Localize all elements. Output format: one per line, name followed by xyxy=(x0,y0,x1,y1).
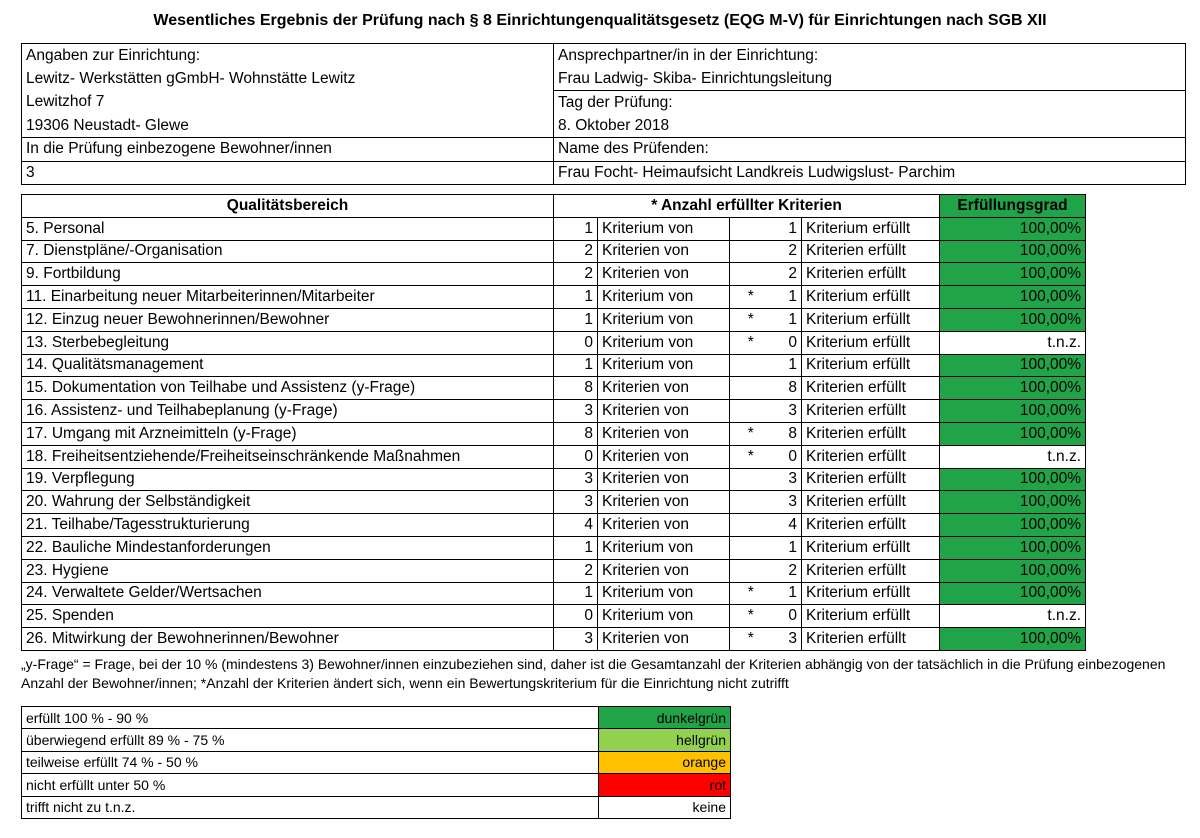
criteria-total-cell: 1 xyxy=(554,354,598,377)
criteria-erfuellt-cell: Kriterium erfüllt xyxy=(802,217,940,240)
criteria-star-cell: * xyxy=(730,422,772,445)
fulfillment-degree-cell: 100,00% xyxy=(940,217,1086,240)
criteria-star-cell: * xyxy=(730,628,772,651)
quality-area-cell: 18. Freiheitsentziehende/Freiheitseinschränkende Maßnahmen xyxy=(22,445,554,468)
criteria-fulfilled-cell: 1 xyxy=(772,286,802,309)
fulfillment-degree-cell: 100,00% xyxy=(940,377,1086,400)
criteria-star-cell xyxy=(730,491,772,514)
quality-area-cell: 26. Mitwirkung der Bewohnerinnen/Bewohner xyxy=(22,628,554,651)
criteria-star-cell xyxy=(730,468,772,491)
fulfillment-degree-cell: 100,00% xyxy=(940,286,1086,309)
legend-label: nicht erfüllt unter 50 % xyxy=(22,774,599,796)
legend-row xyxy=(22,729,731,751)
criteria-erfuellt-cell: Kriterium erfüllt xyxy=(802,582,940,605)
criteria-von-cell: Kriterium von xyxy=(598,217,730,240)
table-row xyxy=(22,536,1086,559)
criteria-erfuellt-cell: Kriterien erfüllt xyxy=(802,468,940,491)
legend-row xyxy=(22,707,731,729)
criteria-von-cell: Kriterium von xyxy=(598,605,730,628)
legend-color-swatch: orange xyxy=(599,751,731,773)
criteria-fulfilled-cell: 1 xyxy=(772,308,802,331)
table-row xyxy=(22,354,1086,377)
criteria-fulfilled-cell: 2 xyxy=(772,263,802,286)
criteria-total-cell: 1 xyxy=(554,286,598,309)
fulfillment-degree-cell: 100,00% xyxy=(940,400,1086,423)
criteria-erfuellt-cell: Kriterien erfüllt xyxy=(802,377,940,400)
criteria-total-cell: 1 xyxy=(554,582,598,605)
table-row xyxy=(22,263,1086,286)
criteria-erfuellt-cell: Kriterium erfüllt xyxy=(802,286,940,309)
criteria-fulfilled-cell: 1 xyxy=(772,354,802,377)
legend-color-swatch: keine xyxy=(599,796,731,818)
criteria-von-cell: Kriterium von xyxy=(598,308,730,331)
criteria-von-cell: Kriterien von xyxy=(598,422,730,445)
quality-area-cell: 11. Einarbeitung neuer Mitarbeiterinnen/Mitarbeiter xyxy=(22,286,554,309)
criteria-fulfilled-cell: 3 xyxy=(772,400,802,423)
criteria-von-cell: Kriterien von xyxy=(598,377,730,400)
criteria-total-cell: 1 xyxy=(554,217,598,240)
criteria-von-cell: Kriterien von xyxy=(598,400,730,423)
info-right-cell: Frau Focht- Heimaufsicht Landkreis Ludwigslust- Parchim xyxy=(554,161,1186,185)
fulfillment-degree-cell: t.n.z. xyxy=(940,445,1086,468)
table-row xyxy=(22,217,1086,240)
legend-color-swatch: hellgrün xyxy=(599,729,731,751)
quality-area-cell: 25. Spenden xyxy=(22,605,554,628)
table-row xyxy=(22,559,1086,582)
fulfillment-degree-cell: 100,00% xyxy=(940,559,1086,582)
criteria-fulfilled-cell: 1 xyxy=(772,536,802,559)
table-row xyxy=(22,400,1086,423)
criteria-total-cell: 0 xyxy=(554,605,598,628)
criteria-erfuellt-cell: Kriterien erfüllt xyxy=(802,559,940,582)
criteria-fulfilled-cell: 1 xyxy=(772,582,802,605)
info-left-cell: Angaben zur Einrichtung: xyxy=(22,44,554,68)
criteria-star-cell xyxy=(730,514,772,537)
criteria-total-cell: 0 xyxy=(554,445,598,468)
criteria-total-cell: 2 xyxy=(554,263,598,286)
criteria-fulfilled-cell: 3 xyxy=(772,628,802,651)
fulfillment-degree-cell: t.n.z. xyxy=(940,331,1086,354)
legend-row xyxy=(22,774,731,796)
criteria-von-cell: Kriterien von xyxy=(598,628,730,651)
footnote: „y-Frage“ = Frage, bei der 10 % (mindestens 3) Bewohner/innen einzubeziehen sind, daher ist die Gesamtanzahl der Kriterien abhängig von der tatsächlich in die Prüfung einbezogenen Anzahl der Bewohner/innen; *Anzahl der Kriterien ändert sich, wenn ein Bewertungskriterium für die Einrichtung nicht zutrifft xyxy=(21,656,1166,691)
table-row xyxy=(22,514,1086,537)
legend-row xyxy=(22,796,731,818)
header-quality-area: Qualitätsbereich xyxy=(22,195,554,218)
legend-label: trifft nicht zu t.n.z. xyxy=(22,796,599,818)
quality-area-cell: 16. Assistenz- und Teilhabeplanung (y-Frage) xyxy=(22,400,554,423)
criteria-von-cell: Kriterien von xyxy=(598,263,730,286)
legend-label: teilweise erfüllt 74 % - 50 % xyxy=(22,751,599,773)
criteria-erfuellt-cell: Kriterium erfüllt xyxy=(802,354,940,377)
quality-area-cell: 24. Verwaltete Gelder/Wertsachen xyxy=(22,582,554,605)
criteria-erfuellt-cell: Kriterien erfüllt xyxy=(802,628,940,651)
criteria-total-cell: 3 xyxy=(554,400,598,423)
criteria-total-cell: 4 xyxy=(554,514,598,537)
criteria-star-cell: * xyxy=(730,582,772,605)
quality-area-cell: 12. Einzug neuer Bewohnerinnen/Bewohner xyxy=(22,308,554,331)
legend-label: erfüllt 100 % - 90 % xyxy=(22,707,599,729)
criteria-von-cell: Kriterium von xyxy=(598,582,730,605)
criteria-erfuellt-cell: Kriterien erfüllt xyxy=(802,514,940,537)
info-left-cell: Lewitz- Werkstätten gGmbH- Wohnstätte Lewitz xyxy=(22,67,554,91)
criteria-fulfilled-cell: 3 xyxy=(772,468,802,491)
info-left-cell: 3 xyxy=(22,161,554,185)
legend-row xyxy=(22,751,731,773)
criteria-star-cell xyxy=(730,263,772,286)
criteria-erfuellt-cell: Kriterien erfüllt xyxy=(802,240,940,263)
criteria-total-cell: 2 xyxy=(554,240,598,263)
header-criteria-count: * Anzahl erfüllter Kriterien xyxy=(554,195,940,218)
quality-area-cell: 14. Qualitätsmanagement xyxy=(22,354,554,377)
criteria-star-cell: * xyxy=(730,308,772,331)
info-right-cell: Tag der Prüfung: xyxy=(554,91,1186,115)
fulfillment-degree-cell: 100,00% xyxy=(940,514,1086,537)
table-row xyxy=(22,582,1086,605)
criteria-von-cell: Kriterium von xyxy=(598,286,730,309)
info-right-cell: Frau Ladwig- Skiba- Einrichtungsleitung xyxy=(554,67,1186,91)
criteria-fulfilled-cell: 3 xyxy=(772,491,802,514)
criteria-von-cell: Kriterium von xyxy=(598,354,730,377)
criteria-star-cell: * xyxy=(730,605,772,628)
legend-label: überwiegend erfüllt 89 % - 75 % xyxy=(22,729,599,751)
criteria-total-cell: 2 xyxy=(554,559,598,582)
criteria-von-cell: Kriterien von xyxy=(598,491,730,514)
criteria-erfuellt-cell: Kriterium erfüllt xyxy=(802,605,940,628)
quality-area-cell: 13. Sterbebegleitung xyxy=(22,331,554,354)
info-right-cell: Ansprechpartner/in in der Einrichtung: xyxy=(554,44,1186,68)
quality-area-cell: 9. Fortbildung xyxy=(22,263,554,286)
info-row xyxy=(22,91,1186,115)
fulfillment-degree-cell: 100,00% xyxy=(940,354,1086,377)
criteria-star-cell: * xyxy=(730,286,772,309)
quality-area-cell: 21. Teilhabe/Tagesstrukturierung xyxy=(22,514,554,537)
criteria-fulfilled-cell: 8 xyxy=(772,422,802,445)
info-left-cell: Lewitzhof 7 xyxy=(22,91,554,115)
quality-results-table xyxy=(21,194,1086,651)
fulfillment-degree-cell: 100,00% xyxy=(940,491,1086,514)
criteria-star-cell xyxy=(730,354,772,377)
criteria-fulfilled-cell: 0 xyxy=(772,331,802,354)
criteria-fulfilled-cell: 0 xyxy=(772,445,802,468)
table-row xyxy=(22,240,1086,263)
quality-area-cell: 17. Umgang mit Arzneimitteln (y-Frage) xyxy=(22,422,554,445)
criteria-fulfilled-cell: 8 xyxy=(772,377,802,400)
info-left-cell: In die Prüfung einbezogene Bewohner/innen xyxy=(22,138,554,162)
criteria-von-cell: Kriterium von xyxy=(598,536,730,559)
criteria-total-cell: 8 xyxy=(554,422,598,445)
quality-area-cell: 7. Dienstpläne/-Organisation xyxy=(22,240,554,263)
quality-area-cell: 19. Verpflegung xyxy=(22,468,554,491)
criteria-total-cell: 1 xyxy=(554,308,598,331)
criteria-total-cell: 3 xyxy=(554,468,598,491)
table-row xyxy=(22,468,1086,491)
criteria-von-cell: Kriterien von xyxy=(598,514,730,537)
criteria-erfuellt-cell: Kriterien erfüllt xyxy=(802,263,940,286)
document-title: Wesentliches Ergebnis der Prüfung nach § 8 Einrichtungenqualitätsgesetz (EQG M-V) für Einrichtungen nach SGB XII xyxy=(153,12,1047,29)
fulfillment-degree-cell: 100,00% xyxy=(940,536,1086,559)
fulfillment-degree-cell: 100,00% xyxy=(940,582,1086,605)
info-row xyxy=(22,114,1186,138)
criteria-star-cell: * xyxy=(730,331,772,354)
fulfillment-degree-cell: t.n.z. xyxy=(940,605,1086,628)
legend-color-swatch: dunkelgrün xyxy=(599,707,731,729)
criteria-von-cell: Kriterien von xyxy=(598,445,730,468)
facility-info-table xyxy=(21,43,1186,185)
table-row xyxy=(22,605,1086,628)
table-row xyxy=(22,377,1086,400)
criteria-star-cell: * xyxy=(730,445,772,468)
criteria-total-cell: 3 xyxy=(554,628,598,651)
criteria-erfuellt-cell: Kriterium erfüllt xyxy=(802,536,940,559)
quality-area-cell: 23. Hygiene xyxy=(22,559,554,582)
table-row xyxy=(22,286,1086,309)
criteria-von-cell: Kriterien von xyxy=(598,559,730,582)
criteria-erfuellt-cell: Kriterien erfüllt xyxy=(802,491,940,514)
info-left-cell: 19306 Neustadt- Glewe xyxy=(22,114,554,138)
criteria-star-cell xyxy=(730,377,772,400)
info-row xyxy=(22,138,1186,162)
table-row xyxy=(22,628,1086,651)
quality-area-cell: 22. Bauliche Mindestanforderungen xyxy=(22,536,554,559)
criteria-total-cell: 8 xyxy=(554,377,598,400)
criteria-star-cell xyxy=(730,536,772,559)
fulfillment-degree-cell: 100,00% xyxy=(940,628,1086,651)
criteria-erfuellt-cell: Kriterien erfüllt xyxy=(802,422,940,445)
criteria-star-cell xyxy=(730,217,772,240)
fulfillment-degree-cell: 100,00% xyxy=(940,468,1086,491)
criteria-total-cell: 1 xyxy=(554,536,598,559)
criteria-von-cell: Kriterium von xyxy=(598,331,730,354)
info-row xyxy=(22,161,1186,185)
info-right-cell: Name des Prüfenden: xyxy=(554,138,1186,162)
info-row xyxy=(22,44,1186,68)
criteria-erfuellt-cell: Kriterien erfüllt xyxy=(802,445,940,468)
fulfillment-degree-cell: 100,00% xyxy=(940,422,1086,445)
info-right-cell: 8. Oktober 2018 xyxy=(554,114,1186,138)
criteria-star-cell xyxy=(730,559,772,582)
table-row xyxy=(22,445,1086,468)
table-row xyxy=(22,491,1086,514)
table-row xyxy=(22,308,1086,331)
criteria-erfuellt-cell: Kriterium erfüllt xyxy=(802,308,940,331)
criteria-erfuellt-cell: Kriterien erfüllt xyxy=(802,400,940,423)
criteria-fulfilled-cell: 4 xyxy=(772,514,802,537)
criteria-total-cell: 3 xyxy=(554,491,598,514)
criteria-fulfilled-cell: 0 xyxy=(772,605,802,628)
criteria-fulfilled-cell: 1 xyxy=(772,217,802,240)
criteria-von-cell: Kriterien von xyxy=(598,468,730,491)
quality-area-cell: 15. Dokumentation von Teilhabe und Assistenz (y-Frage) xyxy=(22,377,554,400)
color-legend-table xyxy=(21,706,731,819)
criteria-fulfilled-cell: 2 xyxy=(772,240,802,263)
table-row xyxy=(22,422,1086,445)
criteria-erfuellt-cell: Kriterium erfüllt xyxy=(802,331,940,354)
fulfillment-degree-cell: 100,00% xyxy=(940,240,1086,263)
criteria-star-cell xyxy=(730,400,772,423)
criteria-von-cell: Kriterien von xyxy=(598,240,730,263)
table-header-row xyxy=(22,195,1086,218)
info-row xyxy=(22,67,1186,91)
fulfillment-degree-cell: 100,00% xyxy=(940,263,1086,286)
criteria-fulfilled-cell: 2 xyxy=(772,559,802,582)
legend-color-swatch: rot xyxy=(599,774,731,796)
quality-area-cell: 20. Wahrung der Selbständigkeit xyxy=(22,491,554,514)
fulfillment-degree-cell: 100,00% xyxy=(940,308,1086,331)
quality-area-cell: 5. Personal xyxy=(22,217,554,240)
criteria-total-cell: 0 xyxy=(554,331,598,354)
header-fulfillment-degree: Erfüllungsgrad xyxy=(940,195,1086,218)
table-row xyxy=(22,331,1086,354)
criteria-star-cell xyxy=(730,240,772,263)
